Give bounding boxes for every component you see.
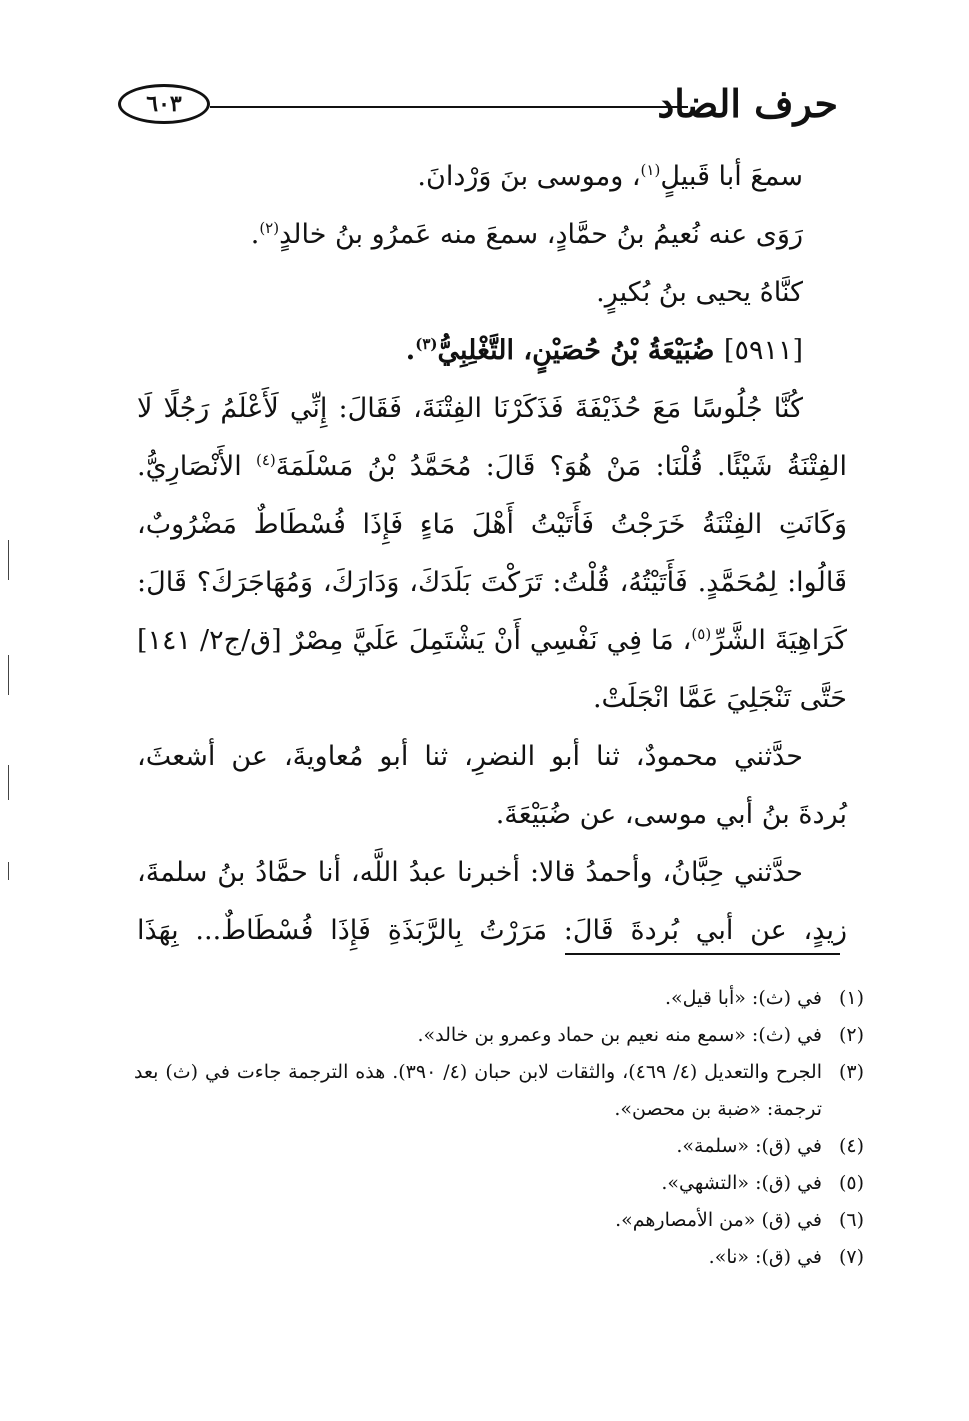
footnote-number: (٣) [838,1061,864,1083]
margin-mark [8,862,9,880]
entry-name: ضُبَيْعَةُ بْنُ حُصَيْنٍ، التَّغْلِبِيُّ [437,335,724,366]
text-line: زيدٍ، عن أبي بُردةَ قَالَ: مَرَرْتُ بِالرَّبَذَةِ فَإِذَا فُسْطَاطٌ... بِهَذَا [137,915,847,946]
footnote-number: (٤) [838,1135,864,1157]
footnote [134,1054,864,1128]
footnote [134,980,864,1017]
footnote-text: الجرح والتعديل (٤/ ٤٦٩)، والثقات لابن حبان (٤/ ٣٩٠). هذه الترجمة جاءت في (ث) بعد ترجمة: «ضبة بن محصن». [134,1061,822,1120]
footnote-text: في (ق): «سلمة». [676,1135,822,1157]
footnote-number: (٢) [838,1024,864,1046]
page-header [118,78,838,134]
entry-number: [٥٩١١] [723,335,803,366]
footnote-number: (٧) [838,1246,864,1268]
page-number: ٦٠٣ [146,91,182,117]
footnote-marker[interactable]: (٤) [255,451,276,469]
text-line: حدَّثني حِبَّانُ، وأحمدُ قالا: أخبرنا عبدُ اللَّه، أنا حمَّادُ بنُ سلمةَ، [137,857,803,888]
footnote [134,1128,864,1165]
text-line: حدَّثني محمودٌ، ثنا أبو النضرِ، ثنا أبو مُعاويةَ، عن أشعثَ، [137,741,803,772]
footnote-marker[interactable]: (١) [640,161,661,179]
text-line: كنَّاهُ يحيى بنُ بُكيرٍ. [596,277,803,308]
text-line: كَرَاهِيَةَ الشَّرِّ$^{(٥)}$، مَا فِي نَفْسِي أَنْ يَشْتَمِلَ عَلَيَّ مِصْرٌ [ق/ج٢/ ١٤١] [137,625,847,656]
main-text [137,148,847,960]
footnote-text: في (ق) «من الأمصارهم». [615,1209,822,1231]
text-line: بُردةَ بنُ أبي موسى، عن ضُبَيْعَةَ. [495,799,847,830]
footnote-separator [565,953,840,955]
text-line: سمعَ أبا قَبيلٍ$^{(١)}$، وموسى بنَ وَرْدانَ. [417,161,803,192]
chapter-title: حرف الضاد [657,81,838,126]
page-number-oval [118,84,210,124]
footnote-marker[interactable]: (٣) [415,335,438,353]
footnote-text: في (ق): «التشهي». [661,1172,822,1194]
text-line: قَالُوا: لِمُحَمَّدٍ. فَأَتَيْتُهُ، قُلْتُ: تَرَكْتَ بَلَدَكَ، وَدَارَكَ، وَمُهَاجَرَكَ؟ قَالَ: [137,567,847,598]
footnotes [134,980,864,1276]
footnote-marker[interactable]: (٥) [691,625,712,643]
text-line: حَتَّى تَنْجَلِيَ عَمَّا انْجَلَتْ. [592,683,847,714]
margin-mark [8,655,9,695]
footnote [134,1202,864,1239]
text-line: كُنَّا جُلُوسًا مَعَ حُذَيْفَةَ فَذَكَرْنَا الفِتْنَةَ، فَقَالَ: إِنِّي لَأَعْلَمُ رَجُلًا لَا [137,393,803,424]
margin-mark [8,765,9,800]
footnote-text: في (ث): «أبا قيل». [664,987,822,1009]
entry-heading: [٥٩١١] ضُبَيْعَةُ بْنُ حُصَيْنٍ، التَّغْلِبِيُّ$^{(٣)}$. [405,335,803,366]
header-rule [210,106,688,108]
margin-mark [8,540,9,580]
text-line: الفِتْنَةُ شَيْئًا. قُلْنَا: مَنْ هُوَ؟ قَالَ: مُحَمَّدُ بْنُ مَسْلَمَةَ$^{(٤)}$ الأَنْصَارِيُّ. [137,451,847,482]
footnote-number: (١) [838,987,864,1009]
footnote-marker[interactable]: (٢) [259,219,280,237]
text-line: وَكَانَتِ الفِتْنَةُ خَرَجْتُ فَأَتَيْتُ أَهْلَ مَاءٍ فَإِذَا فُسْطَاطٌ مَضْرُوبٌ، [137,509,847,540]
footnote-number: (٥) [838,1172,864,1194]
footnote-number: (٦) [838,1209,864,1231]
footnote-text: في (ق): «نا». [708,1246,822,1268]
text-line: رَوَى عنه نُعيمُ بنُ حمَّادٍ، سمعَ منه عَمرُو بنُ خالدٍ$^{(٢)}$. [250,219,803,250]
footnote [134,1239,864,1276]
footnote-text: في (ث): «سمع منه نعيم بن حماد وعمرو بن خالد». [417,1024,822,1046]
footnote [134,1017,864,1054]
footnote [134,1165,864,1202]
